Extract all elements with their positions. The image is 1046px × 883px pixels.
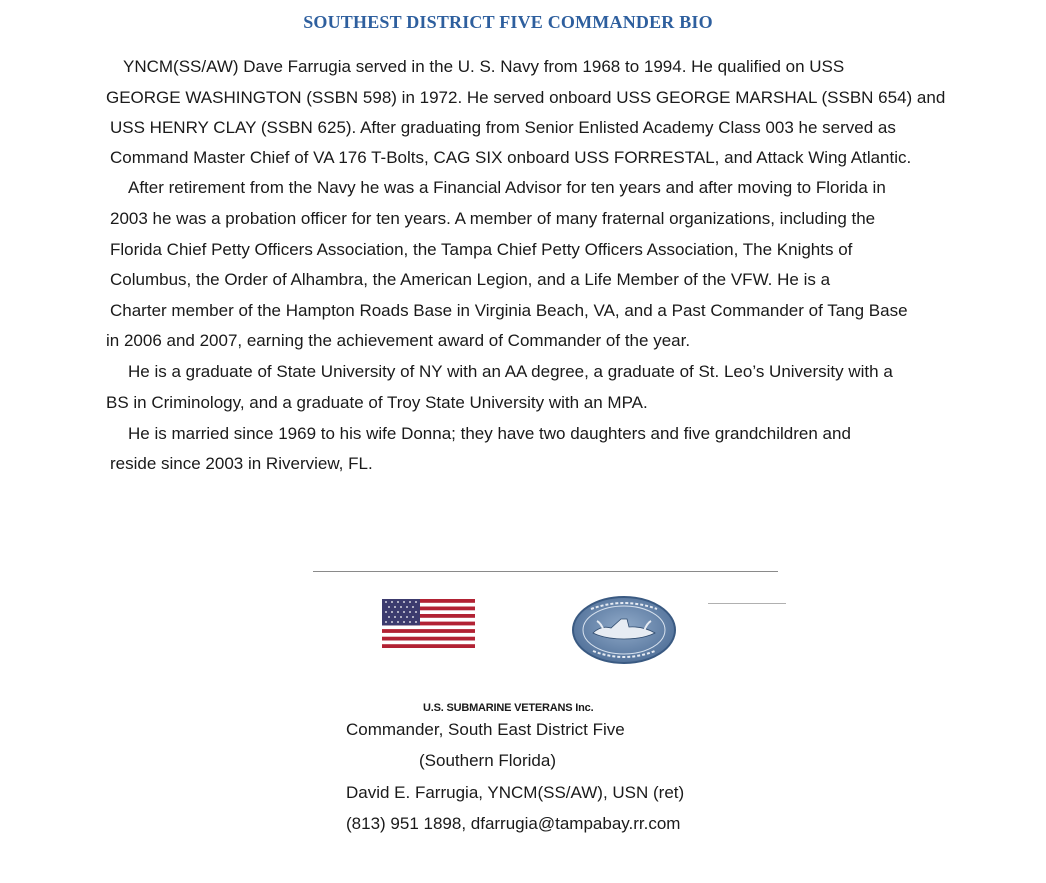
commander-name: David E. Farrugia, YNCM(SS/AW), USN (ret) bbox=[346, 783, 685, 802]
bio-line-2: GEORGE WASHINGTON (SSBN 598) in 1972. He served onboard USS GEORGE MARSHAL (SSBN 654) and bbox=[106, 88, 946, 107]
bio-line-7: Florida Chief Petty Officers Association, the Tampa Chief Petty Officers Association, The Knights of bbox=[110, 240, 853, 259]
contact-info: (813) 951 1898, dfarrugia@tampabay.rr.com bbox=[346, 814, 681, 833]
page-title: SOUTHEST DISTRICT FIVE COMMANDER BIO bbox=[303, 12, 713, 32]
bio-line-5: After retirement from the Navy he was a Financial Advisor for ten years and after moving to Florida in bbox=[128, 178, 886, 197]
commander-title: Commander, South East District Five bbox=[346, 720, 625, 739]
bio-line-4: Command Master Chief of VA 176 T-Bolts, CAG SIX onboard USS FORRESTAL, and Attack Wing Atlantic. bbox=[110, 148, 912, 167]
bio-line-10: in 2006 and 2007, earning the achievement award of Commander of the year. bbox=[106, 331, 691, 350]
divider-rule bbox=[313, 571, 778, 572]
org-name: U.S. SUBMARINE VETERANS Inc. bbox=[423, 702, 594, 714]
bio-line-1: YNCM(SS/AW) Dave Farrugia served in the U. S. Navy from 1968 to 1994. He qualified on USS bbox=[123, 57, 845, 76]
bio-line-6: 2003 he was a probation officer for ten years. A member of many fraternal organizations, including the bbox=[110, 209, 876, 228]
bio-line-8: Columbus, the Order of Alhambra, the American Legion, and a Life Member of the VFW. He is a bbox=[110, 270, 831, 289]
bio-line-14: reside since 2003 in Riverview, FL. bbox=[110, 454, 373, 473]
submarine-veterans-emblem-icon bbox=[571, 595, 677, 665]
bio-line-12: BS in Criminology, and a graduate of Troy State University with an MPA. bbox=[106, 393, 648, 412]
bio-line-3: USS HENRY CLAY (SSBN 625). After graduating from Senior Enlisted Academy Class 003 he served as bbox=[110, 118, 896, 137]
bio-line-13: He is married since 1969 to his wife Donna; they have two daughters and five grandchildren and bbox=[128, 424, 851, 443]
bio-line-11: He is a graduate of State University of NY with an AA degree, a graduate of St. Leo’s University with a bbox=[128, 362, 893, 381]
us-flag-icon bbox=[382, 599, 475, 648]
region-label: (Southern Florida) bbox=[419, 751, 557, 770]
bio-line-9: Charter member of the Hampton Roads Base in Virginia Beach, VA, and a Past Commander of Tang Base bbox=[110, 301, 908, 320]
divider-rule-short bbox=[708, 603, 786, 604]
